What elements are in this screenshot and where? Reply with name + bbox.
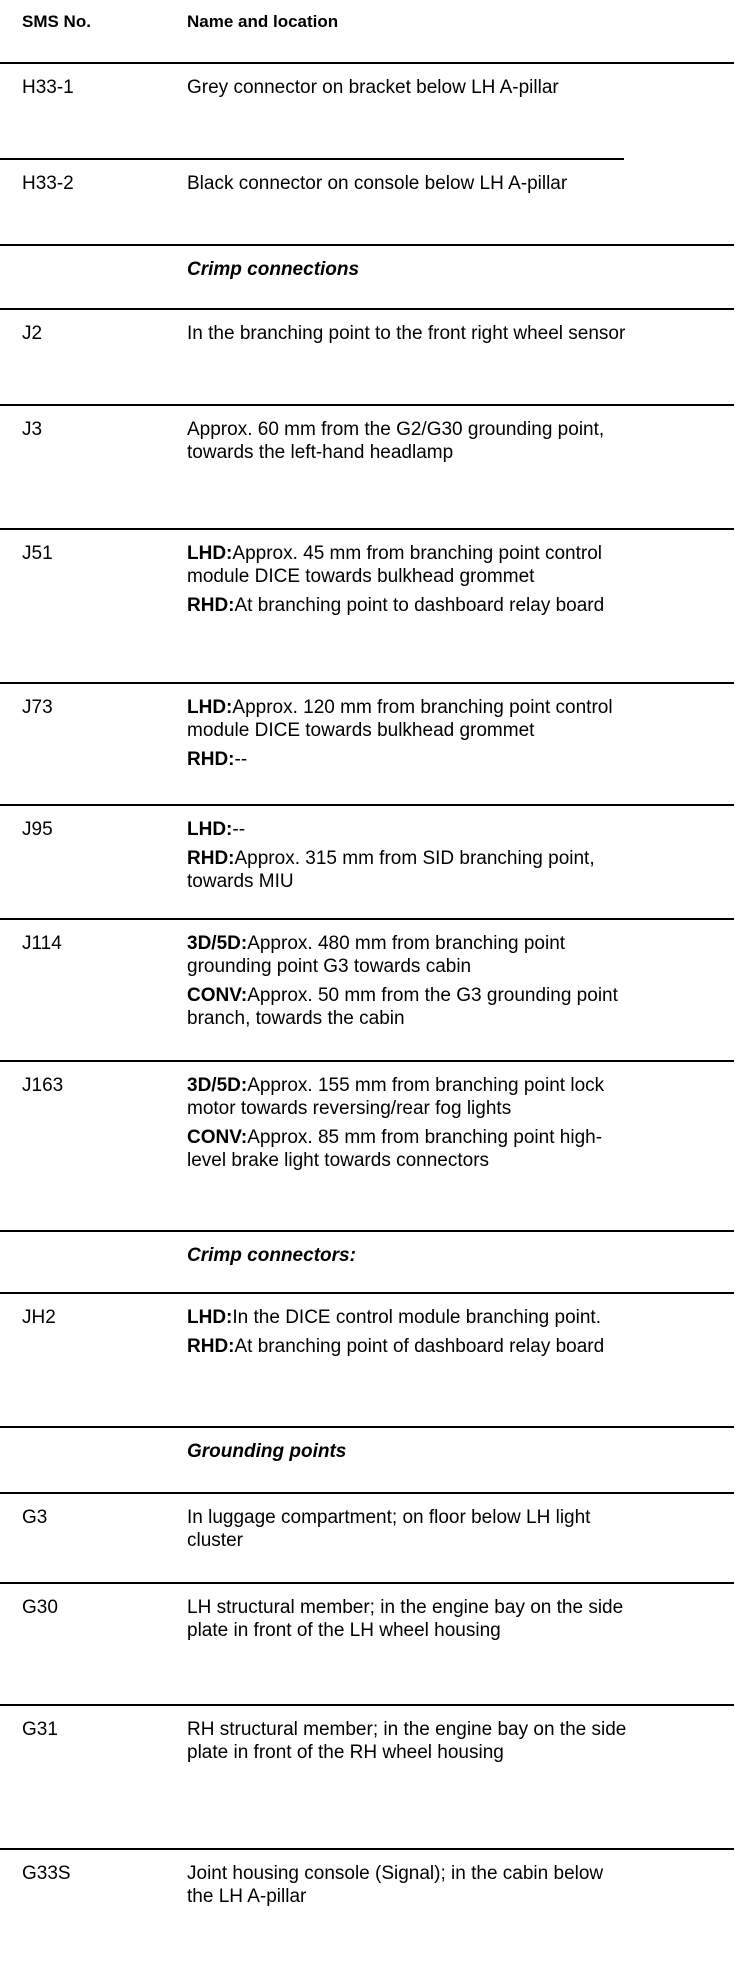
sms-code: G33S [22,1863,71,1884]
description-text: In the branching point to the front right wheel sensor [187,323,626,344]
description-text: RH structural member; in the engine bay on the side plate in front of the RH wheel housing [187,1719,627,1763]
variant-label: 3D/5D: [187,933,248,954]
description-line [187,1862,627,1908]
section-row [0,1428,736,1492]
description-text: Approx. 60 mm from the G2/G30 grounding point, towards the left-hand headlamp [187,419,605,463]
description-text: Approx. 155 mm from branching point lock motor towards reversing/rear fog lights [187,1075,605,1119]
description-line [187,818,627,841]
description-line [187,984,627,1030]
column-header-name-location: Name and location [187,12,339,31]
variant-label: LHD: [187,819,233,840]
table-row [0,806,736,918]
location-description [187,696,627,771]
location-description [187,322,627,345]
location-description [187,1074,627,1172]
description-line [187,542,627,588]
description-line [187,418,627,464]
section-row [0,1232,736,1292]
description-line [187,1506,627,1552]
section-row [0,246,736,308]
description-line [187,932,627,978]
section-title: Crimp connectors: [187,1245,356,1266]
column-header-sms-no: SMS No. [22,12,91,31]
location-description [187,1596,627,1642]
table-header [0,0,736,60]
table-row [0,1494,736,1582]
description-line [187,1596,627,1642]
variant-label: RHD: [187,1336,235,1357]
sms-code: G31 [22,1719,58,1740]
sms-code: J73 [22,697,53,718]
description-text: At branching point to dashboard relay board [234,595,605,616]
description-text: Joint housing console (Signal); in the cabin below the LH A-pillar [187,1863,604,1907]
description-line [187,1306,627,1329]
description-line [187,696,627,742]
description-text: LH structural member; in the engine bay on the side plate in front of the LH wheel housing [187,1597,624,1641]
description-line [187,594,627,617]
location-description [187,542,627,617]
table-row [0,1584,736,1704]
table-row [0,64,736,158]
location-description [187,1862,627,1908]
location-description [187,1718,627,1764]
variant-label: RHD: [187,848,235,869]
description-text: At branching point of dashboard relay board [234,1336,605,1357]
description-line [187,1126,627,1172]
location-description [187,818,627,893]
variant-label: LHD: [187,543,233,564]
sms-code: H33-1 [22,77,74,98]
description-text: Approx. 315 mm from SID branching point, towards MIU [187,848,595,892]
description-text: Approx. 480 mm from branching point grounding point G3 towards cabin [187,933,566,977]
table-row [0,530,736,682]
location-description [187,172,627,195]
section-title: Crimp connections [187,259,360,280]
description-text: Approx. 120 mm from branching point control module DICE towards bulkhead grommet [187,697,613,741]
description-text: Approx. 50 mm from the G3 grounding point branch, towards the cabin [187,985,618,1029]
section-title: Grounding points [187,1441,347,1462]
sms-code: JH2 [22,1307,56,1328]
description-text: In luggage compartment; on floor below LH light cluster [187,1507,591,1551]
table-row [0,684,736,804]
variant-label: LHD: [187,1307,233,1328]
sms-code: J114 [22,933,62,954]
description-text: -- [234,749,248,770]
description-line [187,76,627,99]
location-description [187,932,627,1030]
location-description [187,1506,627,1552]
description-text: In the DICE control module branching point. [232,1307,601,1328]
variant-label: CONV: [187,1127,248,1148]
description-text: Black connector on console below LH A-pillar [187,173,568,194]
description-text: -- [232,819,246,840]
description-text: Grey connector on bracket below LH A-pillar [187,77,559,98]
location-description [187,1306,627,1358]
location-description [187,76,627,99]
table-row [0,310,736,404]
sms-code: G3 [22,1507,48,1528]
sms-code: J163 [22,1075,64,1096]
table-row [0,1850,736,1960]
sms-code: J3 [22,419,43,440]
table-row [0,406,736,528]
sms-code: J2 [22,323,43,344]
variant-label: RHD: [187,595,235,616]
table-row [0,1706,736,1848]
sms-code: J51 [22,543,53,564]
variant-label: LHD: [187,697,233,718]
description-line [187,322,627,345]
table-row [0,1294,736,1426]
variant-label: RHD: [187,749,235,770]
description-text: Approx. 45 mm from branching point control module DICE towards bulkhead grommet [187,543,603,587]
description-text: Approx. 85 mm from branching point high-level brake light towards connectors [187,1127,603,1171]
sms-code: H33-2 [22,173,74,194]
description-line [187,1335,627,1358]
sms-code: J95 [22,819,53,840]
table-row [0,920,736,1060]
variant-label: CONV: [187,985,248,1006]
description-line [187,748,627,771]
table-row [0,1062,736,1230]
location-description [187,418,627,464]
description-line [187,1074,627,1120]
sms-code: G30 [22,1597,58,1618]
variant-label: 3D/5D: [187,1075,248,1096]
description-line [187,1718,627,1764]
description-line [187,847,627,893]
description-line [187,172,627,195]
table-row [0,160,736,244]
